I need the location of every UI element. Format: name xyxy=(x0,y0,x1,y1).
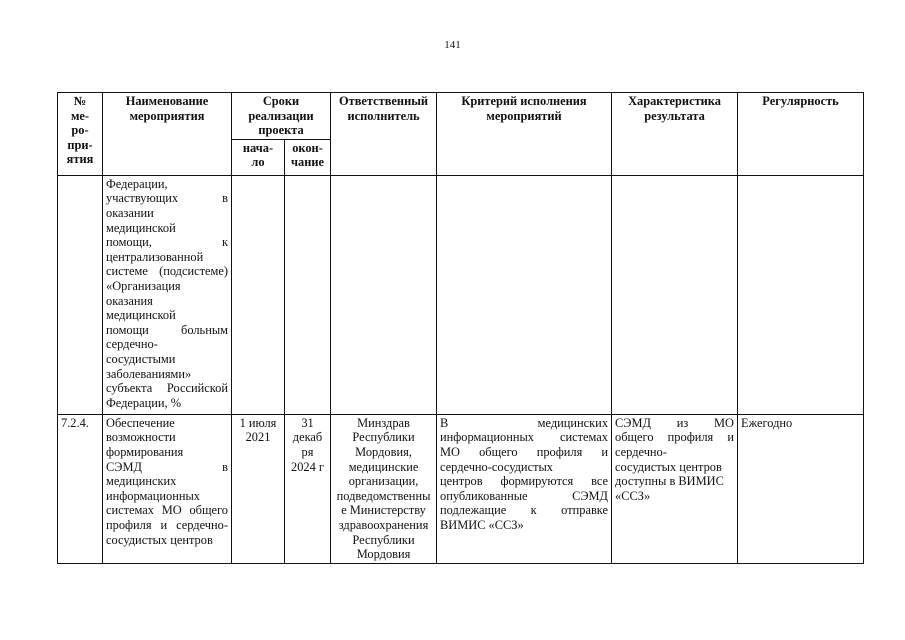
header-criterion: Критерий исполнения мероприятий xyxy=(437,93,612,176)
cell-responsible: Минздрав Республики Мордовия, медицинские организации, подведомственны е Министерству здравоохранения Республики Мордовия xyxy=(331,414,437,563)
header-result: Характеристика результата xyxy=(612,93,738,176)
action-plan-table xyxy=(57,92,864,564)
header-end: окон- чание xyxy=(285,139,331,175)
cell-number xyxy=(58,175,103,414)
header-start: нача- ло xyxy=(232,139,285,175)
cell-start: 1 июля 2021 xyxy=(232,414,285,563)
cell-result xyxy=(612,175,738,414)
cell-name: Обеспечение возможности формирования СЭМД в медицинских информационных системах МО общего профиля и сердечно- сосудистых центров xyxy=(103,414,232,563)
header-number: № ме- ро- при- ятия xyxy=(58,93,103,176)
cell-end xyxy=(285,175,331,414)
header-responsible: Ответственный исполнитель xyxy=(331,93,437,176)
header-regularity: Регулярность xyxy=(738,93,864,176)
cell-result: СЭМД из МО общего профиля и сердечно- сосудистых центров доступны в ВИМИС «ССЗ» xyxy=(612,414,738,563)
cell-end: 31 декаб ря 2024 г xyxy=(285,414,331,563)
page-number: 141 xyxy=(444,39,461,51)
cell-criterion xyxy=(437,175,612,414)
table-row-7-2-4 xyxy=(58,414,864,563)
cell-regularity: Ежегодно xyxy=(738,414,864,563)
table-row-continuation xyxy=(58,175,864,414)
cell-number: 7.2.4. xyxy=(58,414,103,563)
cell-criterion: В медицинских информационных системах МО общего профиля и сердечно-сосудистых центров формируются все опубликованные СЭМД подлежащие к отправке ВИМИС «ССЗ» xyxy=(437,414,612,563)
cell-regularity xyxy=(738,175,864,414)
cell-start xyxy=(232,175,285,414)
header-name: Наименование мероприятия xyxy=(103,93,232,176)
cell-responsible xyxy=(331,175,437,414)
cell-name: Федерации, участвующих в оказании медицинской помощи, к централизованной системе (подсистеме) «Организация оказания медицинской помощи больным сердечно- сосудистыми заболеваниями» субъекта Российской Федерации, % xyxy=(103,175,232,414)
header-deadlines: Сроки реализации проекта xyxy=(232,93,331,140)
